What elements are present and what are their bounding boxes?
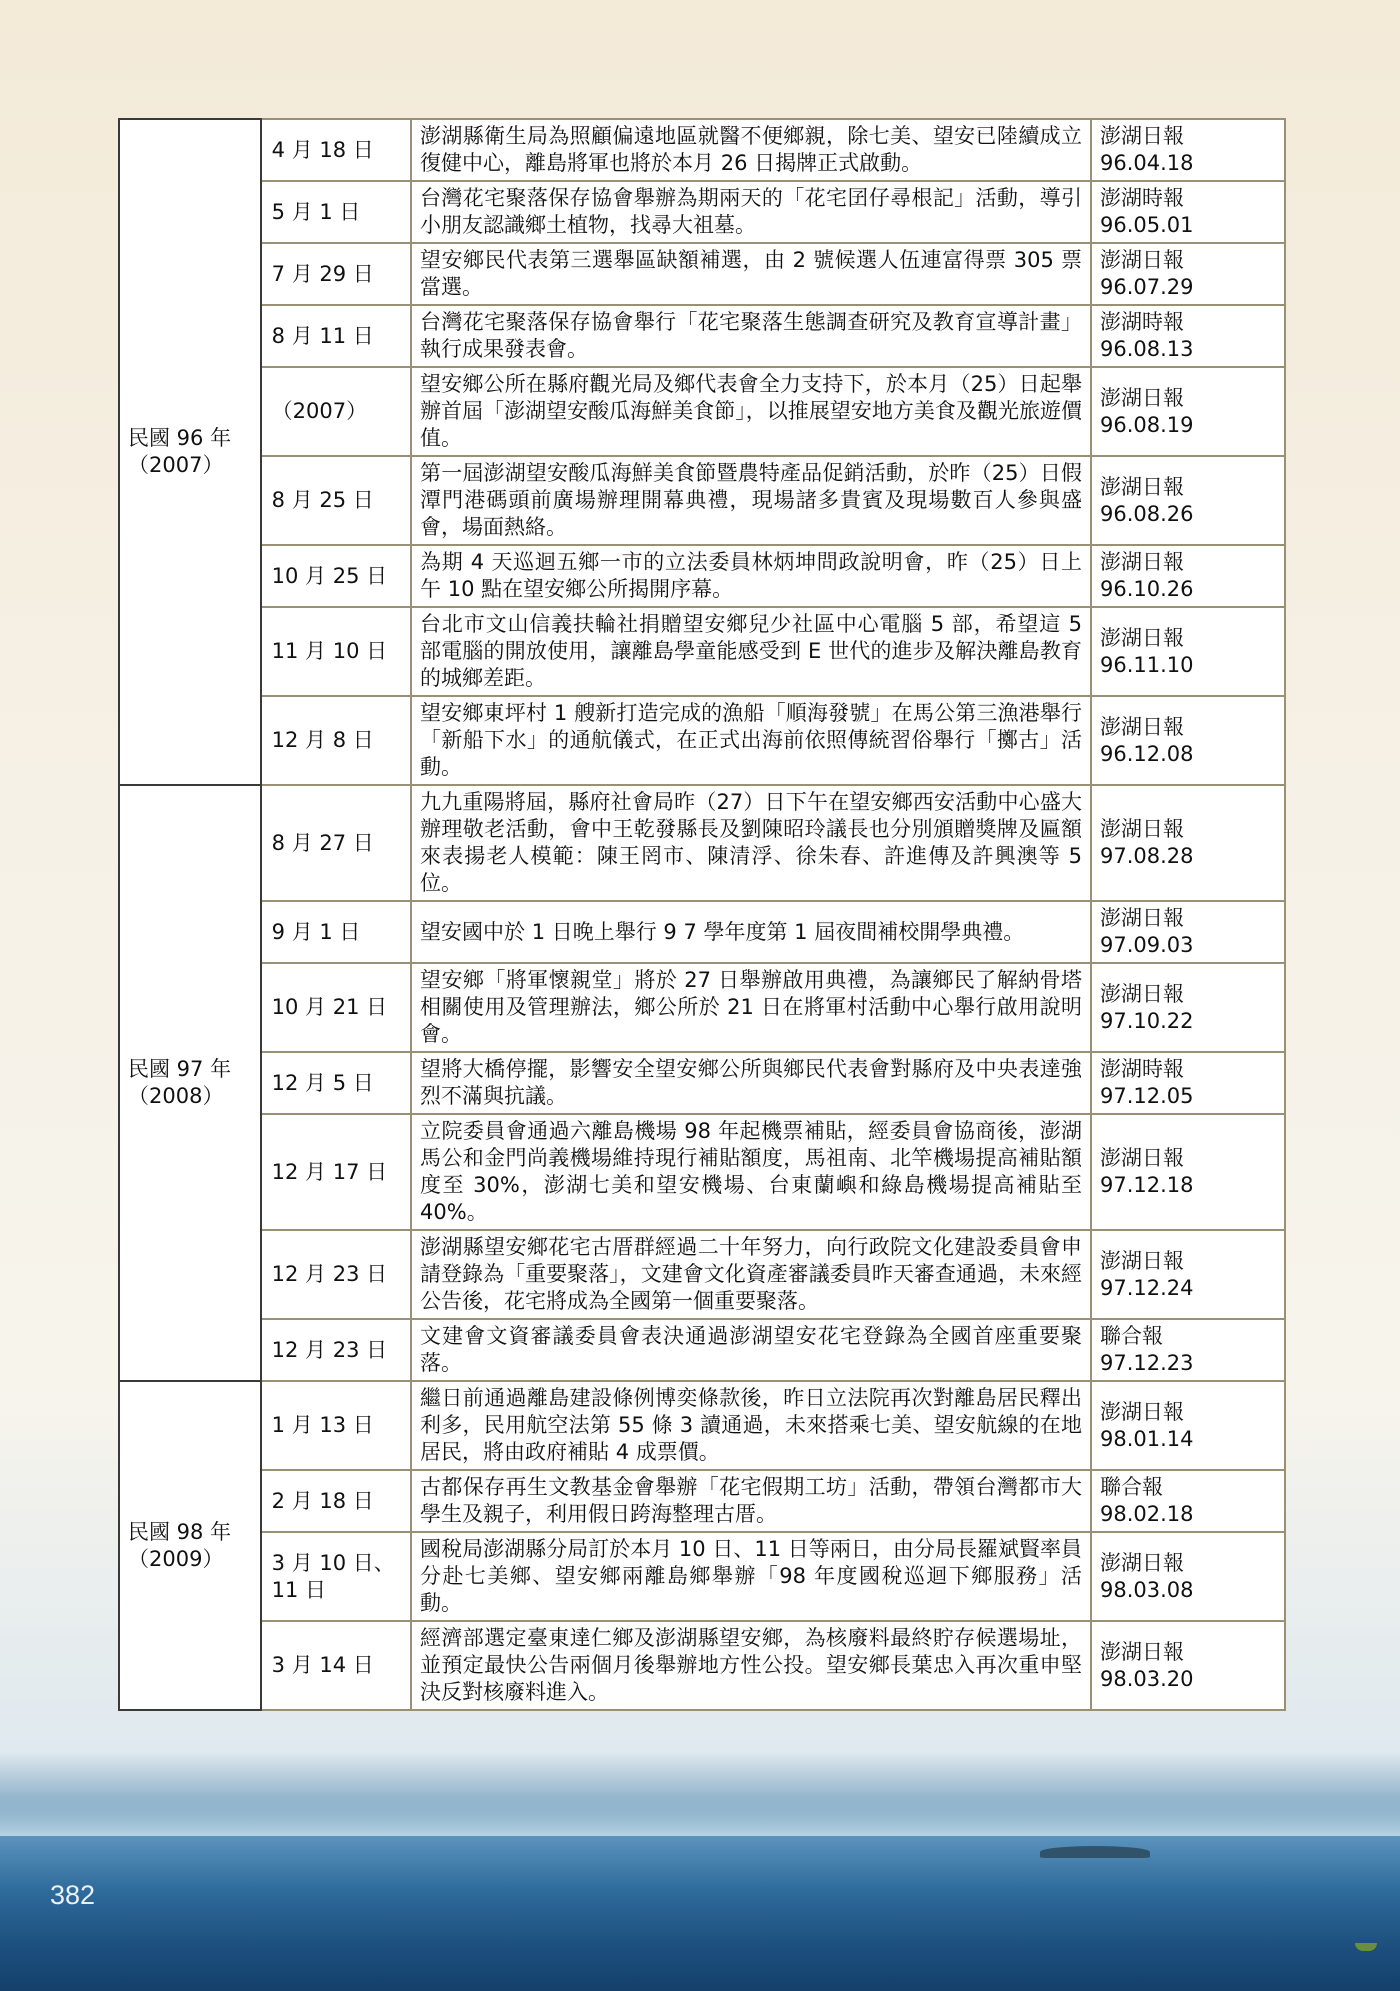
source-cell: 澎湖日報 96.08.19 (1091, 367, 1285, 456)
date-cell: 10 月 21 日 (261, 963, 411, 1052)
date-cell: 8 月 27 日 (261, 785, 411, 901)
table-row (119, 963, 1285, 1052)
source-cell: 澎湖時報 96.08.13 (1091, 305, 1285, 367)
table-row (119, 1470, 1285, 1532)
date-cell: 11 月 10 日 (261, 607, 411, 696)
table-row (119, 456, 1285, 545)
source-cell: 澎湖日報 96.04.18 (1091, 119, 1285, 181)
event-cell: 立院委員會通過六離島機場 98 年起機票補貼，經委員會協商後，澎湖馬公和金門尚義機場維持現行補貼額度，馬祖南、北竿機場提高補貼額度至 30%，澎湖七美和望安機場、台東蘭嶼和綠島機場提高補貼至 40%。 (411, 1114, 1091, 1230)
event-cell: 台灣花宅聚落保存協會舉辦為期兩天的「花宅囝仔尋根記」活動，導引小朋友認識鄉土植物，找尋大祖墓。 (411, 181, 1091, 243)
date-cell: 5 月 1 日 (261, 181, 411, 243)
table-row (119, 785, 1285, 901)
table-row (119, 1052, 1285, 1114)
source-cell: 澎湖日報 98.03.08 (1091, 1532, 1285, 1621)
table-row (119, 1621, 1285, 1710)
date-cell: （2007） (261, 367, 411, 456)
source-cell: 聯合報 98.02.18 (1091, 1470, 1285, 1532)
table-row (119, 545, 1285, 607)
page-number: 382 (50, 1880, 96, 1910)
year-cell: 民國 98 年 （2009） (119, 1381, 261, 1710)
date-cell: 12 月 8 日 (261, 696, 411, 785)
event-cell: 第一屆澎湖望安酸瓜海鮮美食節暨農特產品促銷活動，於昨（25）日假潭門港碼頭前廣場辦理開幕典禮，現場諸多貴賓及現場數百人參與盛會，場面熱絡。 (411, 456, 1091, 545)
event-cell: 望安鄉「將軍懷親堂」將於 27 日舉辦啟用典禮，為讓鄉民了解納骨塔相關使用及管理辦法，鄉公所於 21 日在將軍村活動中心舉行啟用說明會。 (411, 963, 1091, 1052)
table-row (119, 305, 1285, 367)
date-cell: 8 月 25 日 (261, 456, 411, 545)
event-cell: 望將大橋停擺，影響安全望安鄉公所與鄉民代表會對縣府及中央表達強烈不滿與抗議。 (411, 1052, 1091, 1114)
table-row (119, 1319, 1285, 1381)
event-cell: 澎湖縣衛生局為照顧偏遠地區就醫不便鄉親，除七美、望安已陸續成立復健中心，離島將軍也將於本月 26 日揭牌正式啟動。 (411, 119, 1091, 181)
chronology-table (118, 118, 1286, 1711)
date-cell: 2 月 18 日 (261, 1470, 411, 1532)
table-row (119, 696, 1285, 785)
event-cell: 為期 4 天巡迴五鄉一市的立法委員林炳坤問政說明會，昨（25）日上午 10 點在望安鄉公所揭開序幕。 (411, 545, 1091, 607)
date-cell: 12 月 5 日 (261, 1052, 411, 1114)
event-cell: 望安國中於 1 日晚上舉行 9 7 學年度第 1 屆夜間補校開學典禮。 (411, 901, 1091, 963)
event-cell: 國稅局澎湖縣分局訂於本月 10 日、11 日等兩日，由分局長羅斌賢率員分赴七美鄉、望安鄉兩離島鄉舉辦「98 年度國稅巡迴下鄉服務」活動。 (411, 1532, 1091, 1621)
event-cell: 望安鄉公所在縣府觀光局及鄉代表會全力支持下，於本月（25）日起舉辦首屆「澎湖望安酸瓜海鮮美食節」，以推展望安地方美食及觀光旅遊價值。 (411, 367, 1091, 456)
source-cell: 澎湖日報 96.07.29 (1091, 243, 1285, 305)
date-cell: 4 月 18 日 (261, 119, 411, 181)
source-cell: 澎湖日報 97.12.24 (1091, 1230, 1285, 1319)
event-cell: 九九重陽將屆，縣府社會局昨（27）日下午在望安鄉西安活動中心盛大辦理敬老活動，會中王乾發縣長及劉陳昭玲議長也分別頒贈獎牌及匾額來表揚老人模範：陳王罔市、陳清浮、徐朱春、許進傳及許興澳等 5 位。 (411, 785, 1091, 901)
source-cell: 澎湖日報 97.10.22 (1091, 963, 1285, 1052)
source-cell: 澎湖日報 97.12.18 (1091, 1114, 1285, 1230)
sea-horizon-background (0, 1796, 1400, 1836)
event-cell: 望安鄉東坪村 1 艘新打造完成的漁船「順海發號」在馬公第三漁港舉行「新船下水」的通航儀式，在正式出海前依照傳統習俗舉行「擲古」活動。 (411, 696, 1091, 785)
source-cell: 澎湖日報 96.11.10 (1091, 607, 1285, 696)
source-cell: 澎湖日報 97.08.28 (1091, 785, 1285, 901)
date-cell: 9 月 1 日 (261, 901, 411, 963)
date-cell: 3 月 10 日、 11 日 (261, 1532, 411, 1621)
event-cell: 經濟部選定臺東達仁鄉及澎湖縣望安鄉，為核廢料最終貯存候選場址，並預定最快公告兩個月後舉辦地方性公投。望安鄉長葉忠入再次重申堅決反對核廢料進入。 (411, 1621, 1091, 1710)
table-row (119, 1230, 1285, 1319)
event-cell: 台北市文山信義扶輪社捐贈望安鄉兒少社區中心電腦 5 部，希望這 5 部電腦的開放使用，讓離島學童能感受到 E 世代的進步及解決離島教育的城鄉差距。 (411, 607, 1091, 696)
event-cell: 澎湖縣望安鄉花宅古厝群經過二十年努力，向行政院文化建設委員會申請登錄為「重要聚落」，文建會文化資產審議委員昨天審查通過，未來經公告後，花宅將成為全國第一個重要聚落。 (411, 1230, 1091, 1319)
event-cell: 古都保存再生文教基金會舉辦「花宅假期工坊」活動，帶領台灣都市大學生及親子，利用假日跨海整理古厝。 (411, 1470, 1091, 1532)
table-row (119, 1381, 1285, 1470)
date-cell: 7 月 29 日 (261, 243, 411, 305)
sea-background-photo (0, 1836, 1400, 1991)
table-row (119, 1114, 1285, 1230)
source-cell: 澎湖日報 96.12.08 (1091, 696, 1285, 785)
date-cell: 12 月 17 日 (261, 1114, 411, 1230)
date-cell: 3 月 14 日 (261, 1621, 411, 1710)
event-cell: 繼日前通過離島建設條例博奕條款後，昨日立法院再次對離島居民釋出利多，民用航空法第 55 條 3 讀通過，未來搭乘七美、望安航線的在地居民，將由政府補貼 4 成票價。 (411, 1381, 1091, 1470)
table-row (119, 607, 1285, 696)
date-cell: 1 月 13 日 (261, 1381, 411, 1470)
source-cell: 澎湖日報 96.10.26 (1091, 545, 1285, 607)
event-cell: 文建會文資審議委員會表決通過澎湖望安花宅登錄為全國首座重要聚落。 (411, 1319, 1091, 1381)
table-row (119, 367, 1285, 456)
table-row (119, 181, 1285, 243)
source-cell: 澎湖時報 96.05.01 (1091, 181, 1285, 243)
table-row (119, 901, 1285, 963)
table-row (119, 243, 1285, 305)
date-cell: 12 月 23 日 (261, 1230, 411, 1319)
year-cell: 民國 96 年 （2007） (119, 119, 261, 785)
event-cell: 台灣花宅聚落保存協會舉行「花宅聚落生態調查研究及教育宣導計畫」執行成果發表會。 (411, 305, 1091, 367)
table-row (119, 119, 1285, 181)
distant-island (1040, 1846, 1150, 1858)
event-cell: 望安鄉民代表第三選舉區缺額補選，由 2 號候選人伍連富得票 305 票當選。 (411, 243, 1091, 305)
source-cell: 澎湖日報 96.08.26 (1091, 456, 1285, 545)
date-cell: 8 月 11 日 (261, 305, 411, 367)
table-row (119, 1532, 1285, 1621)
source-cell: 澎湖時報 97.12.05 (1091, 1052, 1285, 1114)
source-cell: 澎湖日報 97.09.03 (1091, 901, 1285, 963)
chronology-table-body (119, 119, 1285, 1710)
source-cell: 澎湖日報 98.01.14 (1091, 1381, 1285, 1470)
source-cell: 聯合報 97.12.23 (1091, 1319, 1285, 1381)
year-cell: 民國 97 年 （2008） (119, 785, 261, 1381)
source-cell: 澎湖日報 98.03.20 (1091, 1621, 1285, 1710)
date-cell: 10 月 25 日 (261, 545, 411, 607)
date-cell: 12 月 23 日 (261, 1319, 411, 1381)
